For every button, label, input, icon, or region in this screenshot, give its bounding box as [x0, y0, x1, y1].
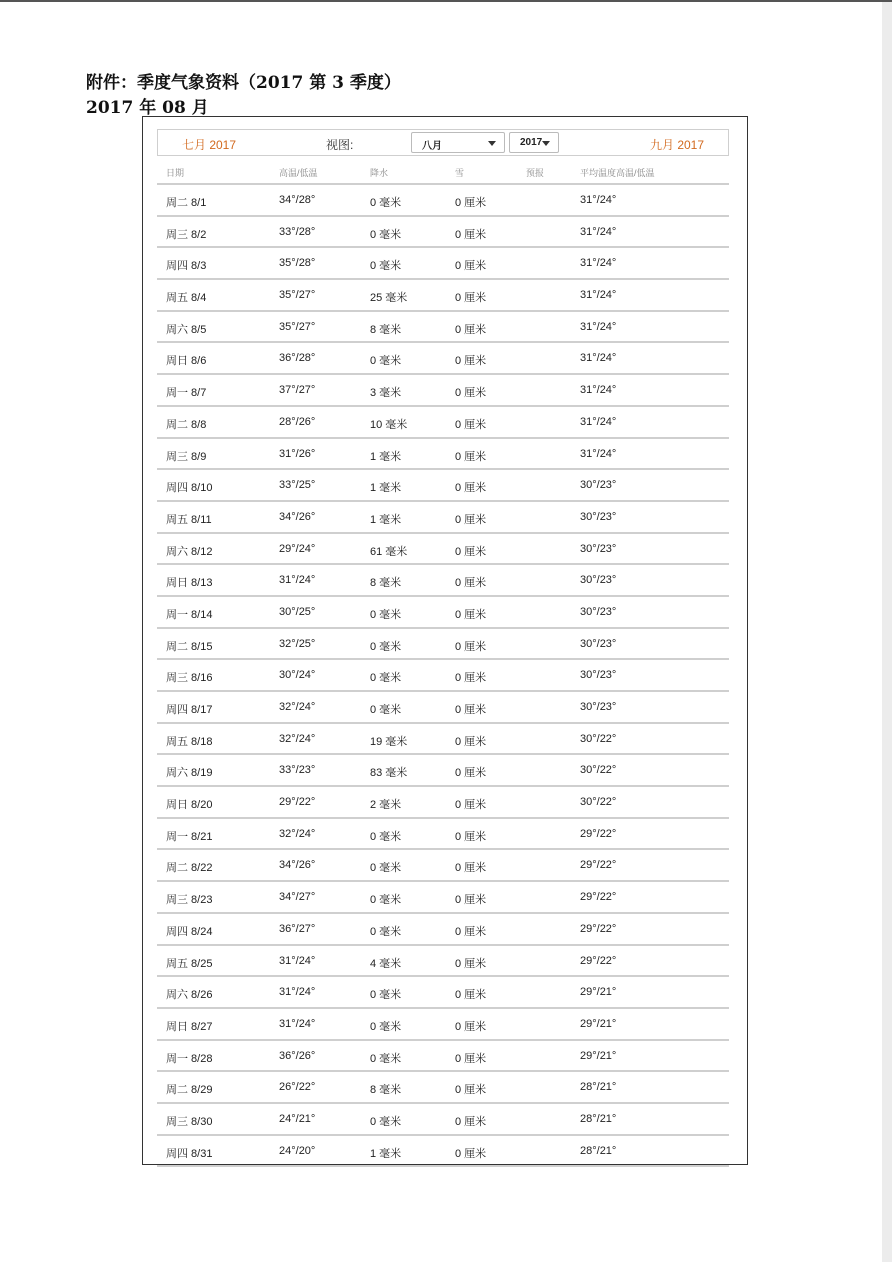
row-high-low: 24°/21° — [279, 1112, 316, 1125]
table-row — [157, 343, 729, 375]
row-average: 29°/21° — [580, 1017, 617, 1030]
table-row — [157, 660, 729, 692]
table-row — [157, 977, 729, 1009]
row-date: 周三 8/9 — [166, 450, 207, 463]
row-precipitation: 0 毫米 — [370, 704, 402, 716]
row-precipitation: 61 毫米 — [370, 545, 408, 558]
year-select-value: 2017 — [520, 137, 543, 148]
row-snow: 0 厘米 — [455, 1115, 487, 1128]
row-high-low: 34°/26° — [279, 510, 316, 523]
row-average: 31°/24° — [580, 320, 617, 333]
row-average: 28°/21° — [580, 1081, 617, 1094]
row-high-low: 35°/27° — [279, 289, 316, 302]
row-date: 周六 8/5 — [166, 323, 207, 336]
table-row — [157, 565, 729, 597]
row-snow: 0 厘米 — [455, 260, 487, 273]
row-snow: 0 厘米 — [455, 799, 487, 812]
row-average: 29°/22° — [580, 954, 617, 967]
row-snow: 0 厘米 — [455, 1052, 487, 1065]
row-snow: 0 厘米 — [455, 387, 487, 400]
table-row — [157, 375, 729, 407]
row-average: 29°/22° — [580, 827, 617, 840]
row-date: 周一 8/14 — [166, 608, 213, 621]
row-high-low: 36°/28° — [279, 352, 316, 365]
row-average: 31°/24° — [580, 415, 617, 428]
row-date: 周五 8/11 — [166, 513, 212, 526]
row-high-low: 32°/24° — [279, 701, 316, 713]
row-date: 周四 8/10 — [166, 482, 213, 495]
row-high-low: 31°/24° — [279, 574, 316, 587]
row-high-low: 30°/25° — [279, 605, 316, 618]
row-date: 周六 8/26 — [166, 989, 213, 1002]
row-high-low: 37°/27° — [279, 384, 316, 397]
row-precipitation: 0 毫米 — [370, 1115, 402, 1128]
row-average: 30°/23° — [580, 510, 617, 523]
row-high-low: 33°/25° — [279, 479, 316, 492]
row-average: 31°/24° — [580, 194, 617, 206]
row-high-low: 29°/22° — [279, 796, 316, 809]
table-row — [157, 185, 729, 217]
row-snow: 0 厘米 — [455, 1020, 487, 1033]
row-precipitation: 0 毫米 — [370, 355, 402, 368]
row-average: 30°/22° — [580, 796, 617, 809]
row-high-low: 34°/27° — [279, 891, 316, 904]
row-high-low: 33°/28° — [279, 225, 316, 238]
row-snow: 0 厘米 — [455, 767, 487, 780]
table-row — [157, 1072, 729, 1104]
row-high-low: 32°/25° — [279, 637, 316, 650]
month-navigation-bar — [157, 129, 729, 156]
row-average: 29°/21° — [580, 986, 617, 999]
table-row — [157, 1041, 729, 1073]
row-high-low: 31°/24° — [279, 1017, 316, 1030]
row-precipitation: 19 毫米 — [370, 735, 408, 748]
table-row — [157, 534, 729, 566]
row-date: 周三 8/16 — [166, 672, 213, 685]
row-precipitation: 0 毫米 — [370, 862, 402, 875]
row-precipitation: 0 毫米 — [370, 894, 402, 907]
row-high-low: 29°/24° — [279, 542, 316, 555]
row-precipitation: 8 毫米 — [370, 577, 402, 590]
page-top-border — [0, 0, 892, 2]
row-average: 30°/23° — [580, 542, 617, 555]
row-average: 29°/21° — [580, 1049, 617, 1062]
row-date: 周二 8/29 — [166, 1084, 213, 1097]
row-date: 周二 8/1 — [166, 197, 207, 209]
row-average: 28°/21° — [580, 1112, 617, 1125]
row-snow: 0 厘米 — [455, 1147, 487, 1160]
row-snow: 0 厘米 — [455, 608, 487, 621]
table-row — [157, 407, 729, 439]
row-snow: 0 厘米 — [455, 640, 487, 653]
row-precipitation: 3 毫米 — [370, 387, 402, 400]
table-row — [157, 439, 729, 471]
row-average: 30°/23° — [580, 574, 617, 587]
row-date: 周六 8/19 — [166, 767, 213, 780]
row-precipitation: 1 毫米 — [370, 513, 402, 526]
table-row — [157, 692, 729, 724]
table-row — [157, 597, 729, 629]
row-date: 周四 8/24 — [166, 925, 213, 938]
table-row — [157, 280, 729, 312]
row-average: 31°/24° — [580, 257, 617, 270]
row-precipitation: 4 毫米 — [370, 957, 402, 970]
row-snow: 0 厘米 — [455, 925, 487, 938]
header-high-low: 高温/低温 — [279, 168, 318, 178]
table-row — [157, 1009, 729, 1041]
chevron-down-icon — [488, 141, 496, 146]
row-precipitation: 8 毫米 — [370, 323, 402, 336]
row-precipitation: 8 毫米 — [370, 1084, 402, 1097]
row-date: 周二 8/15 — [166, 640, 213, 653]
row-precipitation: 0 毫米 — [370, 260, 402, 273]
table-row — [157, 217, 729, 249]
row-date: 周日 8/6 — [166, 355, 207, 368]
row-average: 30°/23° — [580, 701, 617, 713]
row-average: 31°/24° — [580, 225, 617, 238]
table-row — [157, 914, 729, 946]
row-date: 周五 8/25 — [166, 957, 213, 970]
row-snow: 0 厘米 — [455, 513, 487, 526]
row-date: 周五 8/18 — [166, 735, 213, 748]
table-row — [157, 755, 729, 787]
row-snow: 0 厘米 — [455, 418, 487, 431]
row-high-low: 34°/26° — [279, 859, 316, 872]
row-average: 30°/22° — [580, 732, 617, 745]
row-precipitation: 25 毫米 — [370, 292, 408, 305]
row-high-low: 35°/28° — [279, 257, 316, 270]
year-select[interactable] — [509, 132, 559, 153]
month-select-value: 八月 — [422, 141, 442, 152]
row-high-low: 32°/24° — [279, 732, 316, 745]
row-date: 周二 8/22 — [166, 862, 213, 875]
page-right-margin — [882, 2, 892, 1262]
row-precipitation: 0 毫米 — [370, 830, 402, 843]
prev-month-link[interactable]: 七月 2017 — [182, 138, 237, 152]
row-snow: 0 厘米 — [455, 672, 487, 685]
document-title: 附件：季度气象资料（2017 第 3 季度） — [86, 73, 401, 93]
row-date: 周三 8/23 — [166, 894, 213, 907]
row-snow: 0 厘米 — [455, 355, 487, 368]
row-precipitation: 0 毫米 — [370, 989, 402, 1002]
row-snow: 0 厘米 — [455, 989, 487, 1002]
row-high-low: 34°/28° — [279, 194, 316, 206]
row-precipitation: 0 毫米 — [370, 1020, 402, 1033]
row-snow: 0 厘米 — [455, 450, 487, 463]
row-average: 31°/24° — [580, 289, 617, 302]
header-precipitation: 降水 — [370, 168, 389, 178]
table-row — [157, 946, 729, 978]
header-average: 平均温度高温/低温 — [580, 168, 655, 178]
row-date: 周一 8/7 — [166, 387, 207, 400]
header-snow: 雪 — [455, 168, 465, 178]
row-snow: 0 厘米 — [455, 292, 487, 305]
row-high-low: 26°/22° — [279, 1081, 316, 1094]
row-date: 周二 8/8 — [166, 418, 207, 431]
row-snow: 0 厘米 — [455, 830, 487, 843]
row-precipitation: 0 毫米 — [370, 672, 402, 685]
row-date: 周五 8/4 — [166, 292, 207, 305]
row-date: 周三 8/30 — [166, 1115, 213, 1128]
table-body — [157, 185, 729, 1167]
row-high-low: 32°/24° — [279, 827, 316, 840]
row-snow: 0 厘米 — [455, 957, 487, 970]
table-row — [157, 629, 729, 661]
chevron-down-icon — [542, 141, 550, 146]
table-row — [157, 1104, 729, 1136]
row-snow: 0 厘米 — [455, 735, 487, 748]
table-row — [157, 819, 729, 851]
row-precipitation: 0 毫米 — [370, 640, 402, 653]
row-precipitation: 0 毫米 — [370, 608, 402, 621]
header-date: 日期 — [166, 168, 185, 178]
row-date: 周四 8/3 — [166, 260, 207, 273]
row-snow: 0 厘米 — [455, 228, 487, 241]
row-date: 周四 8/17 — [166, 704, 213, 716]
row-snow: 0 厘米 — [455, 894, 487, 907]
row-snow: 0 厘米 — [455, 545, 487, 558]
next-month-link[interactable]: 九月 2017 — [650, 138, 705, 152]
document-subtitle: 2017 年 08 月 — [86, 98, 209, 118]
row-precipitation: 0 毫米 — [370, 228, 402, 241]
row-precipitation: 10 毫米 — [370, 418, 408, 431]
row-average: 28°/21° — [580, 1144, 617, 1157]
row-high-low: 36°/26° — [279, 1049, 316, 1062]
row-precipitation: 1 毫米 — [370, 482, 402, 495]
row-date: 周四 8/31 — [166, 1147, 213, 1160]
row-precipitation: 0 毫米 — [370, 925, 402, 938]
row-snow: 0 厘米 — [455, 323, 487, 336]
table-row — [157, 724, 729, 756]
row-high-low: 31°/26° — [279, 447, 316, 460]
row-high-low: 31°/24° — [279, 986, 316, 999]
row-precipitation: 1 毫米 — [370, 450, 402, 463]
row-snow: 0 厘米 — [455, 482, 487, 495]
row-date: 周日 8/13 — [166, 577, 213, 590]
row-average: 30°/22° — [580, 764, 617, 777]
row-average: 30°/23° — [580, 637, 617, 650]
table-row — [157, 1136, 729, 1168]
table-row — [157, 312, 729, 344]
row-average: 31°/24° — [580, 352, 617, 365]
row-snow: 0 厘米 — [455, 197, 487, 209]
row-date: 周六 8/12 — [166, 545, 213, 558]
header-forecast: 预报 — [526, 168, 545, 178]
row-precipitation: 0 毫米 — [370, 197, 402, 209]
table-header — [157, 165, 729, 185]
row-precipitation: 2 毫米 — [370, 799, 402, 812]
row-date: 周三 8/2 — [166, 228, 207, 241]
row-high-low: 33°/23° — [279, 764, 316, 777]
row-precipitation: 0 毫米 — [370, 1052, 402, 1065]
row-high-low: 24°/20° — [279, 1144, 316, 1157]
table-row — [157, 470, 729, 502]
row-precipitation: 1 毫米 — [370, 1147, 402, 1160]
row-high-low: 30°/24° — [279, 669, 316, 682]
table-row — [157, 502, 729, 534]
month-select[interactable] — [411, 132, 505, 153]
row-date: 周一 8/28 — [166, 1052, 213, 1065]
row-average: 29°/22° — [580, 922, 617, 935]
view-label: 视图: — [326, 138, 354, 152]
row-precipitation: 83 毫米 — [370, 767, 408, 780]
table-row — [157, 882, 729, 914]
table-row — [157, 850, 729, 882]
row-average: 31°/24° — [580, 447, 617, 460]
row-snow: 0 厘米 — [455, 577, 487, 590]
row-high-low: 28°/26° — [279, 415, 316, 428]
row-average: 30°/23° — [580, 605, 617, 618]
row-average: 29°/22° — [580, 891, 617, 904]
row-snow: 0 厘米 — [455, 1084, 487, 1097]
table-row — [157, 248, 729, 280]
row-average: 30°/23° — [580, 479, 617, 492]
row-high-low: 35°/27° — [279, 320, 316, 333]
table-row — [157, 787, 729, 819]
row-average: 30°/23° — [580, 669, 617, 682]
row-high-low: 36°/27° — [279, 922, 316, 935]
weather-screenshot-frame — [142, 116, 748, 1165]
row-date: 周日 8/20 — [166, 799, 213, 812]
row-snow: 0 厘米 — [455, 862, 487, 875]
row-high-low: 31°/24° — [279, 954, 316, 967]
row-average: 29°/22° — [580, 859, 617, 872]
row-date: 周日 8/27 — [166, 1020, 213, 1033]
row-date: 周一 8/21 — [166, 830, 213, 843]
row-average: 31°/24° — [580, 384, 617, 397]
row-snow: 0 厘米 — [455, 704, 487, 716]
